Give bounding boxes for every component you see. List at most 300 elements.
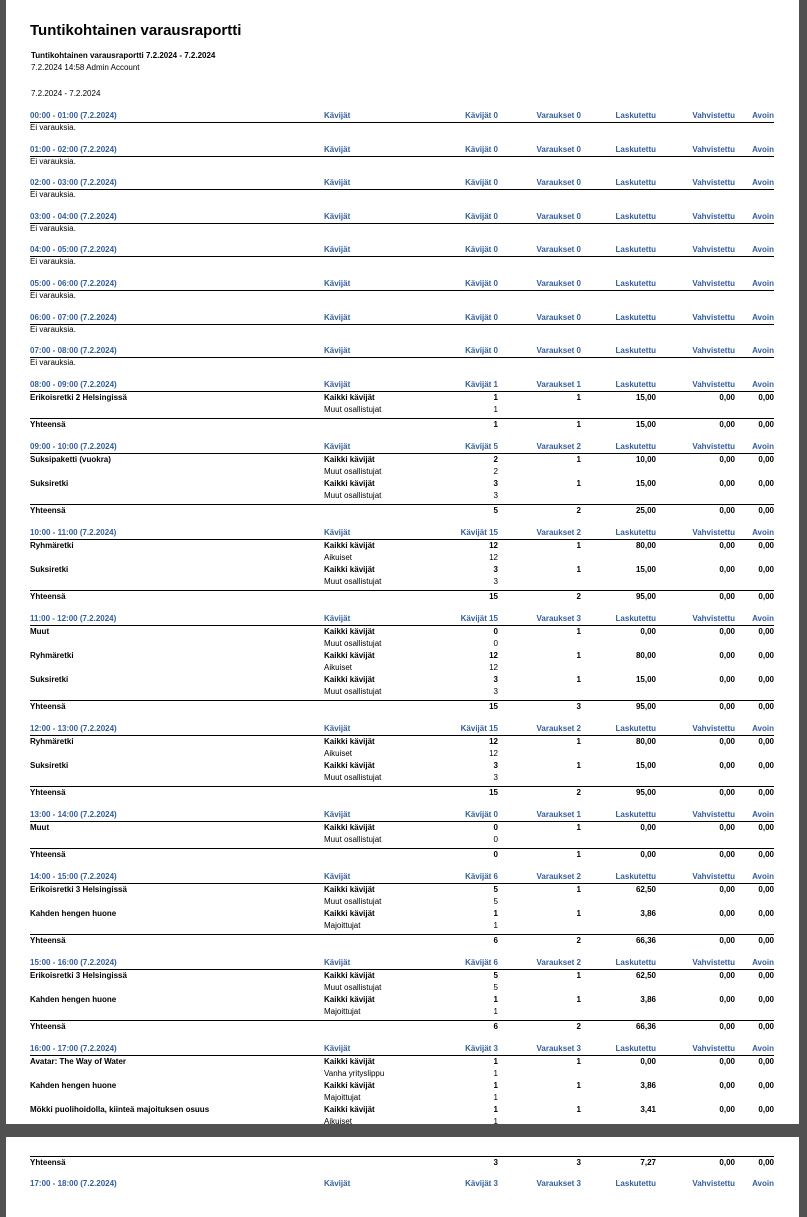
total-confirmed: 0,00 [719, 787, 735, 797]
booking-count: Varaukset 0 [536, 144, 581, 154]
item-row [30, 454, 774, 466]
no-bookings-text: Ei varauksia. [30, 324, 76, 334]
sub-group: Muut osallistujat [324, 834, 382, 844]
item-confirmed: 0,00 [719, 478, 735, 488]
sub-visitors: 3 [493, 686, 498, 696]
booking-count: Varaukset 2 [536, 723, 581, 733]
hour-label: 03:00 - 04:00 (7.2.2024) [30, 211, 117, 221]
hour-header [30, 957, 774, 970]
no-bookings-row [30, 189, 774, 201]
hour-label: 00:00 - 01:00 (7.2.2024) [30, 111, 117, 120]
total-label: Yhteensä [30, 1021, 66, 1031]
item-name: Ryhmäretki [30, 736, 74, 746]
item-billed: 62,50 [635, 884, 656, 894]
hour-label: 07:00 - 08:00 (7.2.2024) [30, 346, 117, 356]
item-visitors: 12 [489, 540, 498, 550]
item-subrow [30, 404, 774, 416]
sub-visitors: 2 [493, 466, 498, 476]
hour-label: 10:00 - 11:00 (7.2.2024) [30, 527, 117, 537]
sub-group: Muut osallistujat [324, 772, 382, 782]
no-bookings-text: Ei varauksia. [30, 257, 76, 267]
item-subrow [30, 662, 774, 674]
item-confirmed: 0,00 [719, 884, 735, 894]
total-visitors: 5 [493, 505, 498, 515]
hour-label: 02:00 - 03:00 (7.2.2024) [30, 178, 117, 188]
item-name: Muut [30, 626, 50, 636]
billed-column-label: Laskutettu [615, 346, 656, 356]
total-visitors: 15 [489, 787, 498, 797]
item-open: 0,00 [758, 760, 774, 770]
confirmed-column-label: Vahvistettu [692, 1043, 735, 1053]
item-name: Suksiretki [30, 478, 69, 488]
item-row [30, 908, 774, 920]
total-open: 0,00 [758, 505, 774, 515]
sub-visitors: 1 [493, 1068, 498, 1078]
item-group: Kaikki kävijät [324, 674, 375, 684]
hour-label: 11:00 - 12:00 (7.2.2024) [30, 613, 117, 623]
item-billed: 3,86 [640, 994, 656, 1004]
booking-count: Varaukset 0 [536, 346, 581, 356]
item-group: Kaikki kävijät [324, 736, 375, 746]
total-row [30, 700, 774, 713]
confirmed-column-label: Vahvistettu [692, 957, 735, 967]
item-billed: 62,50 [635, 970, 656, 980]
item-subrow [30, 772, 774, 784]
sub-group: Aikuiset [324, 748, 353, 758]
billed-column-label: Laskutettu [615, 211, 656, 221]
total-open: 0,00 [758, 787, 774, 797]
item-billed: 15,00 [635, 478, 656, 488]
item-subrow [30, 982, 774, 994]
billed-column-label: Laskutettu [615, 809, 656, 819]
confirmed-column-label: Vahvistettu [692, 441, 735, 451]
visitors-column-label: Kävijät [324, 346, 351, 356]
item-open: 0,00 [758, 736, 774, 746]
item-bookings: 1 [576, 994, 581, 1004]
sub-visitors: 0 [493, 834, 498, 844]
total-confirmed: 0,00 [719, 1158, 735, 1167]
confirmed-column-label: Vahvistettu [692, 379, 735, 389]
item-bookings: 1 [576, 970, 581, 980]
item-billed: 15,00 [635, 674, 656, 684]
billed-column-label: Laskutettu [615, 111, 656, 120]
item-bookings: 1 [576, 454, 581, 464]
total-label: Yhteensä [30, 591, 66, 601]
total-bookings: 2 [576, 1021, 581, 1031]
sub-group: Aikuiset [324, 662, 353, 672]
item-open: 0,00 [758, 1080, 774, 1090]
billed-column-label: Laskutettu [615, 279, 656, 288]
item-subrow [30, 576, 774, 588]
item-row [30, 564, 774, 576]
item-open: 0,00 [758, 674, 774, 684]
total-confirmed: 0,00 [719, 591, 735, 601]
item-row [30, 884, 774, 896]
sub-visitors: 1 [493, 1006, 498, 1016]
billed-column-label: Laskutettu [615, 144, 656, 154]
confirmed-column-label: Vahvistettu [692, 723, 735, 733]
total-billed: 66,36 [635, 1021, 656, 1031]
visitor-count: Kävijät 15 [460, 613, 498, 623]
visitor-count: Kävijät 5 [465, 441, 498, 451]
sub-visitors: 3 [493, 576, 498, 586]
confirmed-column-label: Vahvistettu [692, 1179, 735, 1188]
total-visitors: 3 [493, 1158, 498, 1167]
item-name: Avatar: The Way of Water [30, 1056, 127, 1066]
date-range: 7.2.2024 - 7.2.2024 [31, 89, 101, 98]
hour-header [30, 527, 774, 540]
item-subrow [30, 1092, 774, 1104]
total-confirmed: 0,00 [719, 505, 735, 515]
item-group: Kaikki kävijät [324, 1056, 375, 1066]
item-open: 0,00 [758, 994, 774, 1004]
visitor-count: Kävijät 3 [465, 1179, 498, 1188]
item-name: Mökki puolihoidolla, kiinteä majoituksen osuus [30, 1104, 210, 1114]
open-column-label: Avoin [752, 441, 774, 451]
item-row [30, 994, 774, 1006]
booking-count: Varaukset 1 [536, 809, 581, 819]
visitor-count: Kävijät 0 [465, 312, 498, 322]
total-visitors: 15 [489, 591, 498, 601]
item-visitors: 1 [493, 908, 498, 918]
sub-group: Majoittujat [324, 1006, 361, 1016]
item-open: 0,00 [758, 822, 774, 832]
item-subrow [30, 1006, 774, 1018]
total-billed: 25,00 [635, 505, 656, 515]
visitors-column-label: Kävijät [324, 957, 351, 967]
booking-count: Varaukset 0 [536, 111, 581, 120]
item-billed: 80,00 [635, 736, 656, 746]
visitors-column-label: Kävijät [324, 527, 351, 537]
total-row [30, 1156, 774, 1169]
item-confirmed: 0,00 [719, 760, 735, 770]
item-name: Muut [30, 822, 50, 832]
total-label: Yhteensä [30, 1158, 66, 1167]
item-open: 0,00 [758, 650, 774, 660]
total-billed: 0,00 [640, 849, 656, 859]
visitor-count: Kävijät 0 [465, 245, 498, 255]
item-name: Kahden hengen huone [30, 1080, 117, 1090]
total-bookings: 2 [576, 787, 581, 797]
item-group: Kaikki kävijät [324, 650, 375, 660]
total-label: Yhteensä [30, 787, 66, 797]
confirmed-column-label: Vahvistettu [692, 809, 735, 819]
hour-label: 16:00 - 17:00 (7.2.2024) [30, 1043, 117, 1053]
booking-count: Varaukset 2 [536, 957, 581, 967]
item-bookings: 1 [576, 540, 581, 550]
hour-header [30, 1043, 774, 1056]
booking-count: Varaukset 0 [536, 178, 581, 188]
visitors-column-label: Kävijät [324, 312, 351, 322]
hour-header [30, 379, 774, 392]
item-bookings: 1 [576, 760, 581, 770]
open-column-label: Avoin [752, 346, 774, 356]
visitors-column-label: Kävijät [324, 178, 351, 188]
open-column-label: Avoin [752, 111, 774, 120]
total-bookings: 2 [576, 935, 581, 945]
item-visitors: 0 [493, 626, 498, 636]
report-subtitle: Tuntikohtainen varausraportti 7.2.2024 - 7.2.2024 [31, 51, 216, 60]
item-visitors: 1 [493, 1080, 498, 1090]
item-bookings: 1 [576, 674, 581, 684]
total-confirmed: 0,00 [719, 935, 735, 945]
total-visitors: 6 [493, 935, 498, 945]
billed-column-label: Laskutettu [615, 245, 656, 255]
item-visitors: 12 [489, 650, 498, 660]
hour-label: 01:00 - 02:00 (7.2.2024) [30, 144, 117, 154]
item-group: Kaikki kävijät [324, 1104, 375, 1114]
item-subrow [30, 834, 774, 846]
item-confirmed: 0,00 [719, 822, 735, 832]
hour-header [30, 871, 774, 884]
item-confirmed: 0,00 [719, 908, 735, 918]
item-billed: 80,00 [635, 650, 656, 660]
total-visitors: 15 [489, 701, 498, 711]
item-name: Suksiretki [30, 674, 69, 684]
item-visitors: 1 [493, 392, 498, 402]
total-open: 0,00 [758, 1158, 774, 1167]
item-name: Suksipaketti (vuokra) [30, 454, 111, 464]
hour-label: 06:00 - 07:00 (7.2.2024) [30, 312, 117, 322]
item-open: 0,00 [758, 454, 774, 464]
item-row [30, 970, 774, 982]
booking-count: Varaukset 1 [536, 379, 581, 389]
item-bookings: 1 [576, 478, 581, 488]
item-group: Kaikki kävijät [324, 994, 375, 1004]
item-confirmed: 0,00 [719, 1056, 735, 1066]
no-bookings-row [30, 256, 774, 268]
item-subrow [30, 490, 774, 502]
visitors-column-label: Kävijät [324, 441, 351, 451]
item-row [30, 760, 774, 772]
item-confirmed: 0,00 [719, 994, 735, 1004]
item-open: 0,00 [758, 1056, 774, 1066]
hour-label: 13:00 - 14:00 (7.2.2024) [30, 809, 117, 819]
sub-group: Majoittujat [324, 920, 361, 930]
sub-visitors: 0 [493, 638, 498, 648]
total-row [30, 786, 774, 799]
no-bookings-text: Ei varauksia. [30, 190, 76, 200]
item-row [30, 1104, 774, 1116]
item-group: Kaikki kävijät [324, 478, 375, 488]
sub-group: Muut osallistujat [324, 686, 382, 696]
item-visitors: 1 [493, 994, 498, 1004]
booking-count: Varaukset 0 [536, 245, 581, 255]
booking-count: Varaukset 3 [536, 1179, 581, 1188]
item-open: 0,00 [758, 392, 774, 402]
item-visitors: 3 [493, 674, 498, 684]
item-confirmed: 0,00 [719, 392, 735, 402]
item-name: Kahden hengen huone [30, 908, 117, 918]
total-label: Yhteensä [30, 505, 66, 515]
total-open: 0,00 [758, 1021, 774, 1031]
total-bookings: 1 [576, 849, 581, 859]
open-column-label: Avoin [752, 527, 774, 537]
hour-label: 15:00 - 16:00 (7.2.2024) [30, 957, 117, 967]
total-row [30, 1020, 774, 1033]
item-name: Suksiretki [30, 564, 69, 574]
sub-visitors: 12 [489, 748, 498, 758]
item-visitors: 2 [493, 454, 498, 464]
item-row [30, 478, 774, 490]
visitors-column-label: Kävijät [324, 723, 351, 733]
item-bookings: 1 [576, 822, 581, 832]
booking-count: Varaukset 2 [536, 871, 581, 881]
billed-column-label: Laskutettu [615, 723, 656, 733]
total-open: 0,00 [758, 591, 774, 601]
billed-column-label: Laskutettu [615, 527, 656, 537]
item-row [30, 540, 774, 552]
sub-visitors: 1 [493, 1116, 498, 1126]
sub-visitors: 1 [493, 920, 498, 930]
item-bookings: 1 [576, 626, 581, 636]
sub-visitors: 5 [493, 896, 498, 906]
item-billed: 80,00 [635, 540, 656, 550]
total-label: Yhteensä [30, 935, 66, 945]
item-billed: 3,86 [640, 1080, 656, 1090]
item-visitors: 12 [489, 736, 498, 746]
billed-column-label: Laskutettu [615, 312, 656, 322]
hour-header [30, 809, 774, 822]
visitors-column-label: Kävijät [324, 211, 351, 221]
item-bookings: 1 [576, 1104, 581, 1114]
no-bookings-text: Ei varauksia. [30, 223, 76, 233]
visitors-column-label: Kävijät [324, 1043, 351, 1053]
open-column-label: Avoin [752, 312, 774, 322]
no-bookings-text: Ei varauksia. [30, 358, 76, 368]
confirmed-column-label: Vahvistettu [692, 178, 735, 188]
item-open: 0,00 [758, 478, 774, 488]
item-bookings: 1 [576, 1056, 581, 1066]
generated-stamp: 7.2.2024 14:58 Admin Account [31, 63, 140, 72]
item-open: 0,00 [758, 908, 774, 918]
visitor-count: Kävijät 6 [465, 871, 498, 881]
total-open: 0,00 [758, 419, 774, 429]
visitor-count: Kävijät 15 [460, 723, 498, 733]
no-bookings-row [30, 290, 774, 302]
open-column-label: Avoin [752, 178, 774, 188]
total-visitors: 1 [493, 419, 498, 429]
billed-column-label: Laskutettu [615, 441, 656, 451]
item-confirmed: 0,00 [719, 564, 735, 574]
booking-count: Varaukset 0 [536, 312, 581, 322]
hour-label: 04:00 - 05:00 (7.2.2024) [30, 245, 117, 255]
item-confirmed: 0,00 [719, 540, 735, 550]
open-column-label: Avoin [752, 144, 774, 154]
item-group: Kaikki kävijät [324, 1080, 375, 1090]
item-subrow [30, 920, 774, 932]
billed-column-label: Laskutettu [615, 957, 656, 967]
item-group: Kaikki kävijät [324, 822, 375, 832]
sub-group: Muut osallistujat [324, 404, 382, 414]
booking-count: Varaukset 2 [536, 441, 581, 451]
item-billed: 15,00 [635, 392, 656, 402]
visitors-column-label: Kävijät [324, 613, 351, 623]
item-name: Ryhmäretki [30, 540, 74, 550]
open-column-label: Avoin [752, 871, 774, 881]
open-column-label: Avoin [752, 723, 774, 733]
total-visitors: 6 [493, 1021, 498, 1031]
total-row [30, 418, 774, 431]
item-open: 0,00 [758, 970, 774, 980]
sub-group: Muut osallistujat [324, 576, 382, 586]
item-open: 0,00 [758, 540, 774, 550]
open-column-label: Avoin [752, 279, 774, 288]
total-visitors: 0 [493, 849, 498, 859]
hour-label: 09:00 - 10:00 (7.2.2024) [30, 441, 117, 451]
item-visitors: 1 [493, 1104, 498, 1114]
item-open: 0,00 [758, 1104, 774, 1114]
no-bookings-row [30, 223, 774, 235]
hour-label: 12:00 - 13:00 (7.2.2024) [30, 723, 117, 733]
booking-count: Varaukset 0 [536, 279, 581, 288]
item-billed: 10,00 [635, 454, 656, 464]
open-column-label: Avoin [752, 379, 774, 389]
sub-visitors: 5 [493, 982, 498, 992]
total-confirmed: 0,00 [719, 849, 735, 859]
total-billed: 66,36 [635, 935, 656, 945]
confirmed-column-label: Vahvistettu [692, 613, 735, 623]
sub-group: Muut osallistujat [324, 466, 382, 476]
sub-group: Muut osallistujat [324, 982, 382, 992]
confirmed-column-label: Vahvistettu [692, 279, 735, 288]
item-bookings: 1 [576, 736, 581, 746]
item-name: Erikoisretki 3 Helsingissä [30, 884, 127, 894]
item-billed: 0,00 [640, 1056, 656, 1066]
item-confirmed: 0,00 [719, 970, 735, 980]
total-label: Yhteensä [30, 849, 66, 859]
total-row [30, 934, 774, 947]
item-group: Kaikki kävijät [324, 392, 375, 402]
item-visitors: 0 [493, 822, 498, 832]
hour-header [30, 613, 774, 626]
total-row [30, 590, 774, 603]
hour-label: 14:00 - 15:00 (7.2.2024) [30, 871, 117, 881]
visitor-count: Kävijät 0 [465, 178, 498, 188]
report-page-2 [6, 1137, 799, 1217]
visitor-count: Kävijät 3 [465, 1043, 498, 1053]
total-confirmed: 0,00 [719, 1021, 735, 1031]
visitors-column-label: Kävijät [324, 1179, 351, 1188]
no-bookings-text: Ei varauksia. [30, 123, 76, 132]
item-row [30, 1056, 774, 1068]
item-group: Kaikki kävijät [324, 540, 375, 550]
visitors-column-label: Kävijät [324, 111, 351, 120]
no-bookings-row [30, 156, 774, 168]
no-bookings-text: Ei varauksia. [30, 156, 76, 166]
total-billed: 7,27 [640, 1158, 656, 1167]
item-row [30, 392, 774, 404]
open-column-label: Avoin [752, 613, 774, 623]
item-visitors: 3 [493, 478, 498, 488]
billed-column-label: Laskutettu [615, 613, 656, 623]
visitor-count: Kävijät 1 [465, 379, 498, 389]
no-bookings-row [30, 122, 774, 134]
total-confirmed: 0,00 [719, 419, 735, 429]
visitors-column-label: Kävijät [324, 279, 351, 288]
visitor-count: Kävijät 0 [465, 279, 498, 288]
item-bookings: 1 [576, 564, 581, 574]
item-bookings: 1 [576, 392, 581, 402]
item-row [30, 674, 774, 686]
total-bookings: 2 [576, 505, 581, 515]
item-bookings: 1 [576, 1080, 581, 1090]
sub-group: Muut osallistujat [324, 896, 382, 906]
hour-header [30, 441, 774, 454]
item-confirmed: 0,00 [719, 454, 735, 464]
item-row [30, 822, 774, 834]
visitor-count: Kävijät 0 [465, 346, 498, 356]
